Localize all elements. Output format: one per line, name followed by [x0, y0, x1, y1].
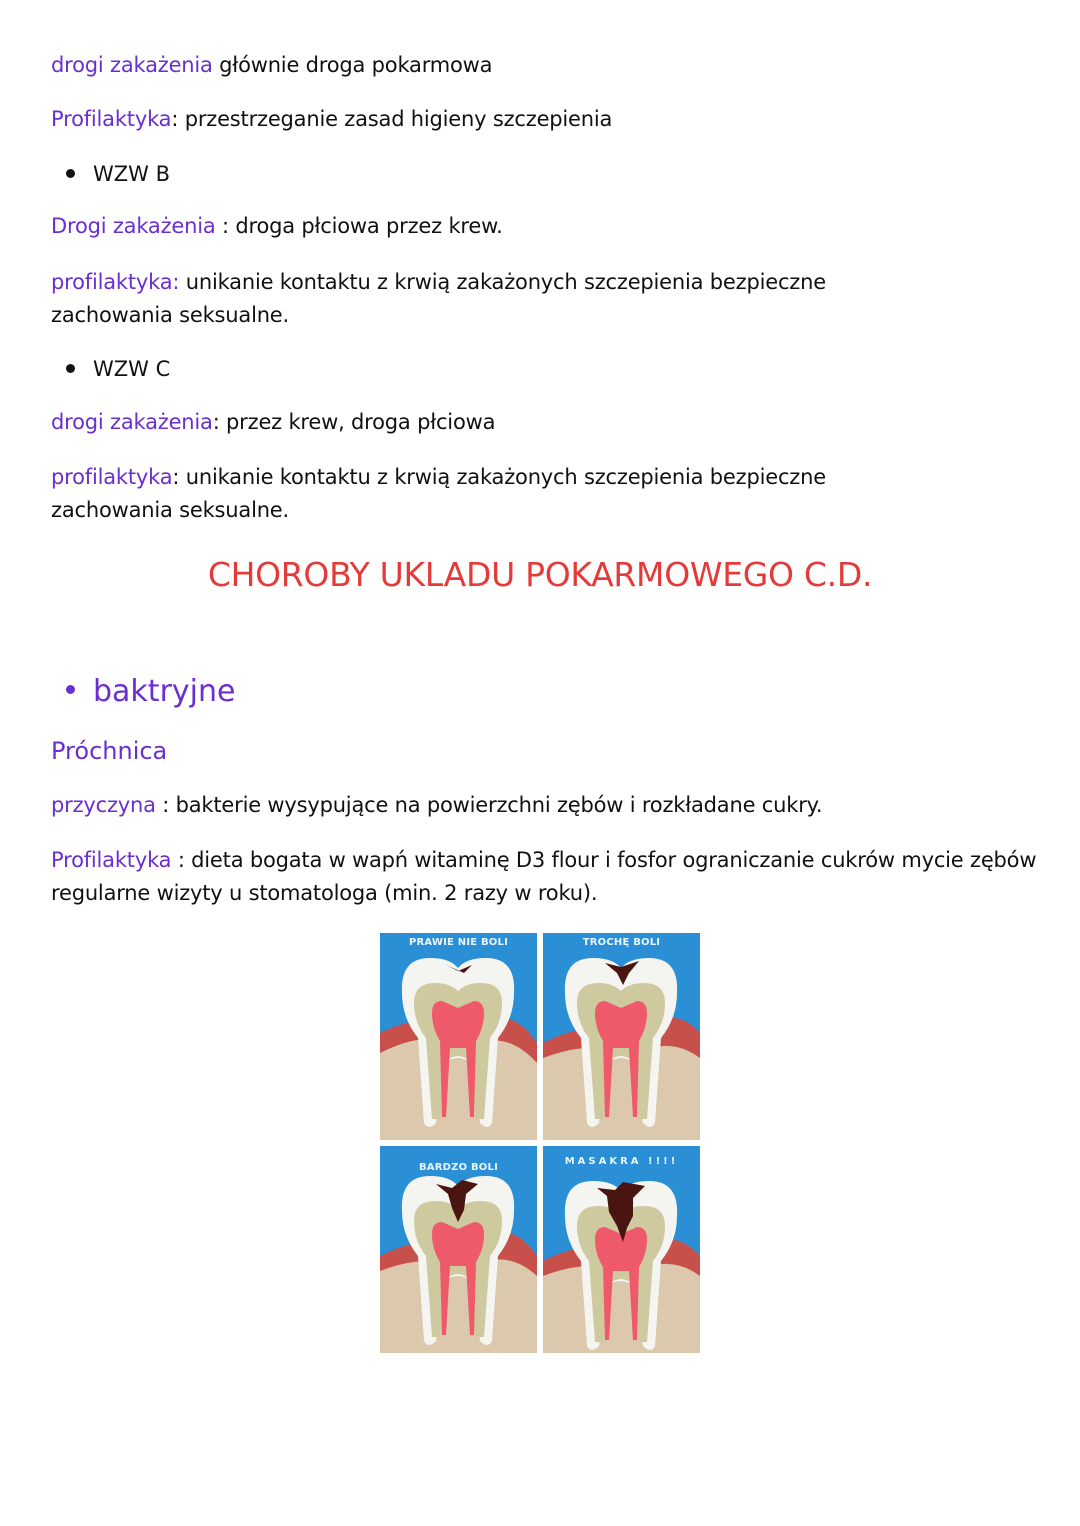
wzw-b-bullet [66, 158, 170, 191]
tooth-panel-stage-2 [543, 933, 700, 1140]
prevention-label: profilaktyka: [51, 270, 180, 294]
wzw-c-bullet [66, 353, 170, 386]
disease-title: Próchnica [51, 737, 168, 765]
bullet-label: baktryjne [93, 674, 236, 709]
bacterial-bullet [66, 670, 235, 714]
transmission-text: : przez krew, droga płciowa [212, 410, 496, 434]
caries-prevention [51, 844, 1041, 910]
wzw-c-prevention [51, 461, 951, 527]
tooth-stage-2-icon [543, 933, 700, 1140]
tooth-panel-stage-3 [380, 1146, 537, 1353]
prevention-text: : dieta bogata w wapń witaminę D3 flour i fosfor ograniczanie cukrów mycie zębów regularne wizyty u stomatologa (min. 2 razy w roku). [51, 848, 1037, 905]
wzw-a-prevention [51, 103, 612, 136]
prevention-label: Profilaktyka [51, 848, 172, 872]
tooth-stage-3-icon [380, 1146, 537, 1353]
tooth-stage-1-icon [380, 933, 537, 1140]
prevention-text: : przestrzeganie zasad higieny szczepienia [171, 107, 613, 131]
bullet-dot-icon [66, 364, 75, 373]
transmission-label: drogi zakażenia [51, 53, 213, 77]
wzw-b-prevention [51, 266, 951, 332]
tooth-decay-figure [380, 933, 700, 1363]
panel-label: MASAKRA !!!! [564, 1156, 679, 1167]
bullet-label: WZW B [93, 162, 170, 186]
bullet-dot-icon [66, 685, 75, 694]
prevention-text: unikanie kontaktu z krwią zakażonych szczepienia bezpieczne zachowania seksualne. [51, 270, 826, 327]
wzw-a-transmission [51, 49, 492, 82]
tooth-stage-4-icon [543, 1146, 700, 1353]
transmission-label: drogi zakażenia [51, 410, 213, 434]
section-heading: CHOROBY UKLADU POKARMOWEGO C.D. [207, 555, 873, 594]
cause-label: przyczyna [51, 793, 156, 817]
prevention-label: profilaktyka [51, 465, 173, 489]
prevention-label: Profilaktyka [51, 107, 172, 131]
prevention-text: : unikanie kontaktu z krwią zakażonych szczepienia bezpieczne zachowania seksualne. [51, 465, 826, 522]
wzw-c-transmission [51, 406, 495, 439]
transmission-label: Drogi zakażenia [51, 214, 216, 238]
wzw-b-transmission [51, 210, 503, 243]
cause-text: : bakterie wysypujące na powierzchni zębów i rozkładane cukry. [155, 793, 823, 817]
panel-label: TROCHĘ BOLI [582, 937, 661, 948]
panel-label: BARDZO BOLI [418, 1162, 498, 1173]
transmission-text: głównie droga pokarmowa [212, 53, 493, 77]
tooth-panel-stage-4 [543, 1146, 700, 1353]
transmission-text: : droga płciowa przez krew. [215, 214, 503, 238]
panel-label: PRAWIE NIE BOLI [408, 937, 508, 948]
bullet-label: WZW C [93, 357, 171, 381]
tooth-panel-stage-1 [380, 933, 537, 1140]
bullet-dot-icon [66, 169, 75, 178]
caries-cause [51, 789, 822, 822]
